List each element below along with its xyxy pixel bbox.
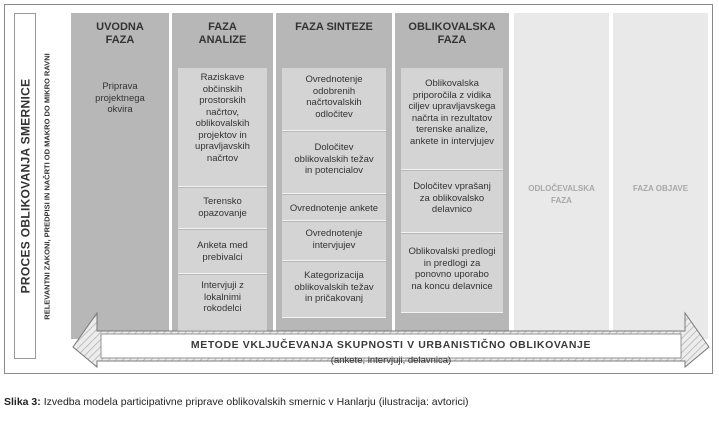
caption-text: Izvedba modela participativne priprave oblikovalskih smernic v Hanlarju (ilustracija: avtorici) xyxy=(40,396,469,408)
phase-item: Ovrednotenje intervjujev xyxy=(282,222,386,261)
phase-column-design xyxy=(395,13,509,339)
phase-header: FAZA SINTEZE xyxy=(295,21,373,33)
methods-arrow-band xyxy=(71,305,711,370)
methods-title: METODE VKLJUČEVANJA SKUPNOSTI V URBANISTIČNO OBLIKOVANJE xyxy=(190,339,592,351)
phase-header: FAZA OBJAVE xyxy=(632,184,689,193)
phase-header: OBLIKOVALSKA FAZA xyxy=(408,21,496,46)
phase-item: Intervjuji z lokalnimi rokodelci xyxy=(178,275,267,331)
phase-item: Terensko opazovanje xyxy=(178,188,267,229)
phase-item: Ovrednotenje ankete xyxy=(282,195,386,221)
phase-item: Oblikovalska priporočila z vidika ciljev upravljavskega načrta in rezultatov terenske analize, ankete in intervjujev xyxy=(401,68,503,170)
phase-header: FAZA ANALIZE xyxy=(198,21,247,46)
caption-label: Slika 3: xyxy=(4,396,41,408)
phase-column-decision xyxy=(514,13,609,339)
figure-caption xyxy=(4,396,469,408)
phase-header: UVODNA FAZA xyxy=(96,21,144,46)
phase-column-intro xyxy=(71,13,169,339)
phase-item: Določitev vprašanj za oblikovalsko delavnico xyxy=(401,171,503,233)
process-label: PROCES OBLIKOVANJA SMERNICE xyxy=(18,78,33,294)
methods-subtitle: (ankete, intervjuji, delavnica) xyxy=(330,355,452,366)
regulations-label: RELEVANTNI ZAKONI, PREDPISI IN NAČRTI OD MAKRO DO MIKRO RAVNI xyxy=(42,52,52,320)
phase-column-publication xyxy=(613,13,708,339)
phase-item: Raziskave občinskih prostorskih načrtov, oblikovalskih projektov in upravljavskih načrtov xyxy=(178,68,267,187)
process-label-column xyxy=(14,13,36,359)
phase-column-synthesis xyxy=(276,13,392,339)
phase-item: Priprava projektnega okvira xyxy=(95,81,145,115)
phase-item: Določitev oblikovalskih težav in potencialov xyxy=(282,132,386,194)
phase-item: Anketa med prebivalci xyxy=(178,230,267,274)
regulations-label-column xyxy=(38,13,56,359)
phase-column-analysis xyxy=(172,13,273,339)
phase-item: Ovrednotenje odobrenih načrtovalskih odločitev xyxy=(282,68,386,131)
phase-item: Oblikovalski predlogi in predlogi za ponovno uporabo na koncu delavnice xyxy=(401,234,503,313)
phase-item: Kategorizacija oblikovalskih težav in pričakovanj xyxy=(282,262,386,318)
phase-header: ODLOČEVALSKA FAZA xyxy=(528,184,595,205)
diagram-frame xyxy=(4,4,713,374)
